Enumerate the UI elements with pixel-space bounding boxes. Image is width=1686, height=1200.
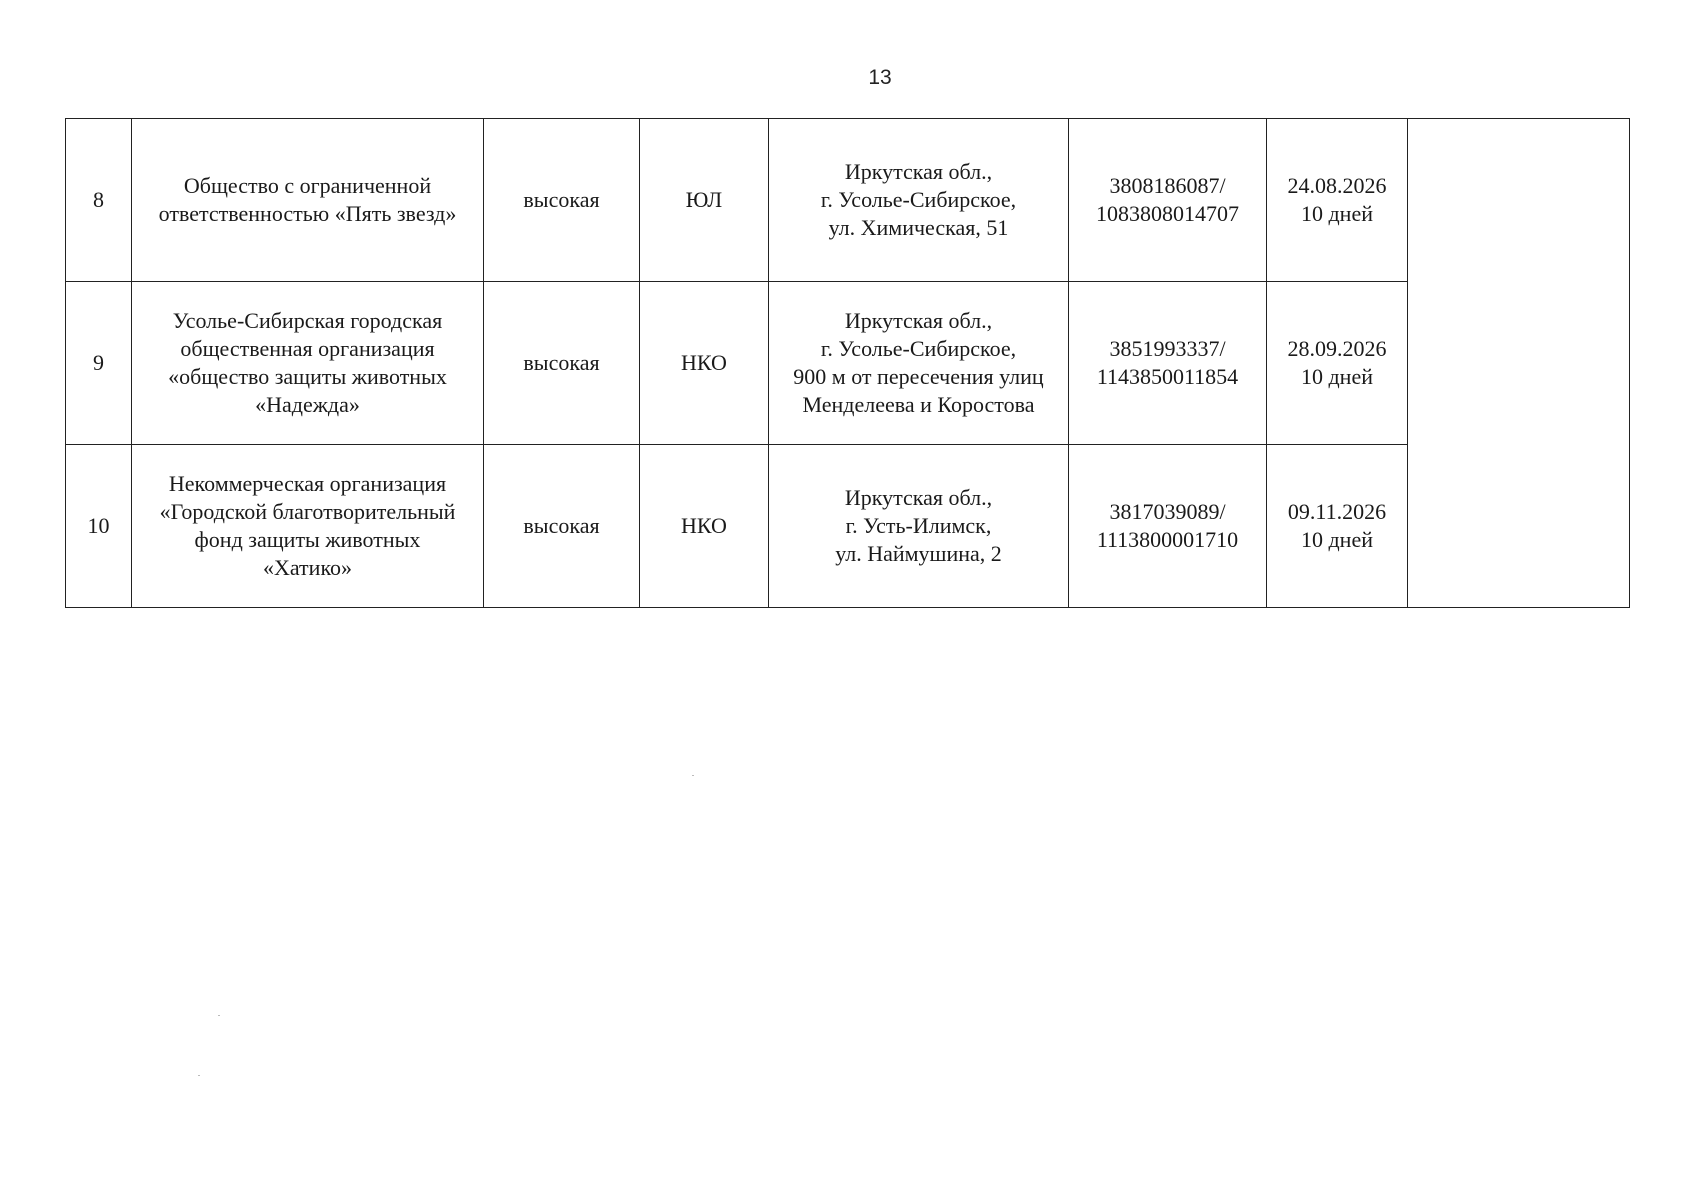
scan-speck — [692, 775, 694, 776]
risk-category: высокая — [484, 445, 640, 608]
row-number: 10 — [66, 445, 132, 608]
entity-type: НКО — [640, 445, 769, 608]
registry-table — [65, 118, 1630, 608]
inspection-date: 09.11.2026 10 дней — [1267, 445, 1408, 608]
notes-cell — [1408, 119, 1630, 608]
table-row — [66, 445, 1630, 608]
scan-speck — [218, 1015, 220, 1016]
inspection-date: 24.08.2026 10 дней — [1267, 119, 1408, 282]
risk-category: высокая — [484, 119, 640, 282]
row-number: 8 — [66, 119, 132, 282]
address: Иркутская обл., г. Усолье-Сибирское, ул. Химическая, 51 — [769, 119, 1069, 282]
address: Иркутская обл., г. Усть-Илимск, ул. Наймушина, 2 — [769, 445, 1069, 608]
table-row — [66, 282, 1630, 445]
inn-ogrn: 3851993337/ 1143850011854 — [1069, 282, 1267, 445]
risk-category: высокая — [484, 282, 640, 445]
table-row — [66, 119, 1630, 282]
organization-name: Некоммерческая организация «Городской благотворительный фонд защиты животных «Хатико» — [132, 445, 484, 608]
organization-name: Общество с ограниченной ответственностью «Пять звезд» — [132, 119, 484, 282]
entity-type: НКО — [640, 282, 769, 445]
inspection-date: 28.09.2026 10 дней — [1267, 282, 1408, 445]
inn-ogrn: 3808186087/ 1083808014707 — [1069, 119, 1267, 282]
organization-name: Усолье-Сибирская городская общественная организация «общество защиты животных «Надежда» — [132, 282, 484, 445]
row-number: 9 — [66, 282, 132, 445]
inn-ogrn: 3817039089/ 1113800001710 — [1069, 445, 1267, 608]
scan-speck — [198, 1075, 200, 1076]
address: Иркутская обл., г. Усолье-Сибирское, 900 м от пересечения улиц Менделеева и Коростова — [769, 282, 1069, 445]
page-number: 13 — [868, 66, 892, 89]
entity-type: ЮЛ — [640, 119, 769, 282]
